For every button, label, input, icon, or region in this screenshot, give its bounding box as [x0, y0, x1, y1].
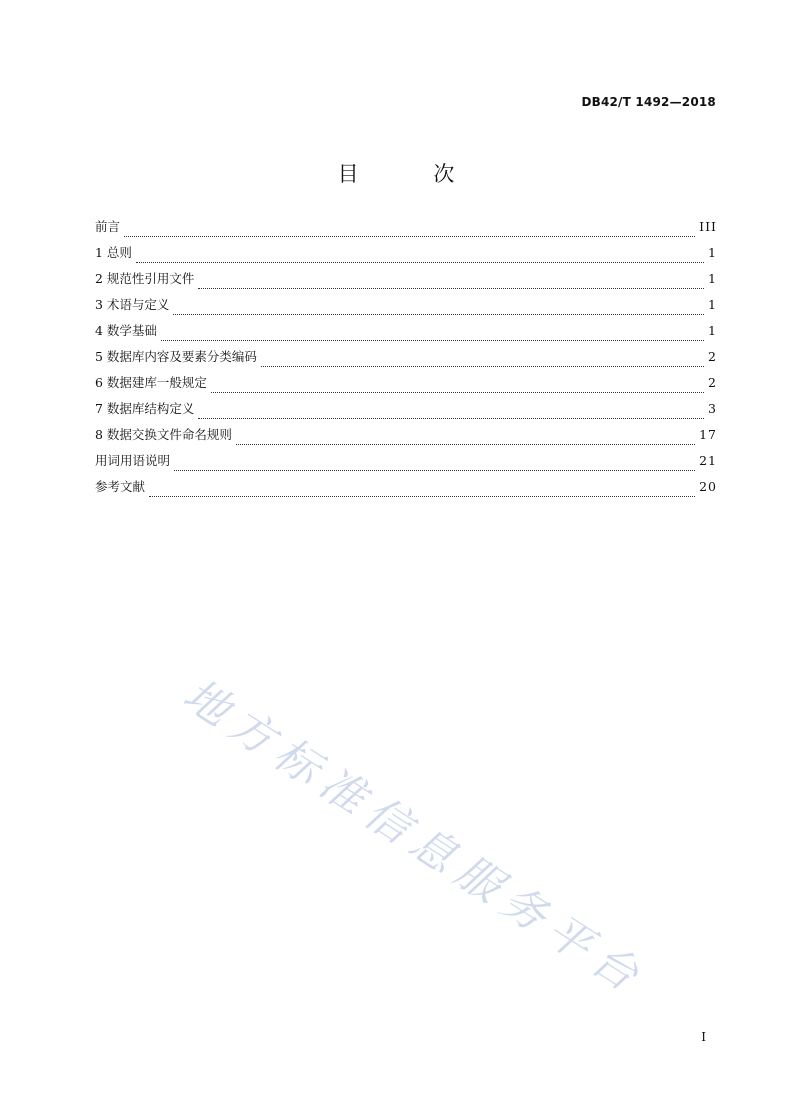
- toc-entry-page: 1: [708, 323, 717, 338]
- toc-leader-dots: [136, 250, 704, 263]
- toc-entry[interactable]: [95, 452, 717, 478]
- toc-entry-label: 前言: [95, 219, 121, 234]
- toc-leader-dots: [174, 458, 695, 471]
- toc-title: 目 次: [337, 162, 489, 186]
- toc-entry[interactable]: [95, 322, 717, 348]
- page-number: I: [701, 1030, 706, 1044]
- toc-entry[interactable]: [95, 400, 717, 426]
- toc-entry[interactable]: [95, 374, 717, 400]
- toc-leader-dots: [124, 224, 695, 237]
- toc-entry-page: 17: [699, 427, 717, 442]
- toc-leader-dots: [236, 432, 695, 445]
- toc-entry[interactable]: [95, 218, 717, 244]
- toc-entry-label: 8 数据交换文件命名规则: [95, 427, 232, 442]
- toc-entry-page: 1: [708, 297, 717, 312]
- toc-entry[interactable]: [95, 348, 717, 374]
- toc-entry-page: 20: [699, 479, 717, 494]
- toc-leader-dots: [149, 484, 695, 497]
- toc-entry-page: 1: [708, 245, 717, 260]
- toc-leader-dots: [261, 354, 704, 367]
- toc-entry-label: 参考文献: [95, 479, 146, 494]
- toc-entry-label: 1 总则: [95, 245, 132, 260]
- toc-leader-dots: [211, 380, 704, 393]
- toc-entry-page: 21: [699, 453, 717, 468]
- toc-entry[interactable]: [95, 270, 717, 296]
- table-of-contents: [95, 218, 717, 504]
- toc-entry[interactable]: [95, 244, 717, 270]
- toc-entry-label: 用词用语说明: [95, 453, 171, 468]
- toc-entry-page: III: [699, 219, 717, 234]
- toc-entry-label: 6 数据建库一般规定: [95, 375, 207, 390]
- document-code: DB42/T 1492—2018: [581, 95, 716, 109]
- toc-entry-label: 3 术语与定义: [95, 297, 170, 312]
- toc-leader-dots: [161, 328, 704, 341]
- toc-entry-label: 7 数据库结构定义: [95, 401, 195, 416]
- toc-entry-page: 2: [708, 349, 717, 364]
- toc-entry[interactable]: [95, 478, 717, 504]
- toc-leader-dots: [198, 406, 704, 419]
- toc-entry[interactable]: [95, 426, 717, 452]
- toc-entry-page: 3: [708, 401, 717, 416]
- toc-leader-dots: [173, 302, 704, 315]
- toc-entry-label: 2 规范性引用文件: [95, 271, 195, 286]
- toc-entry-page: 2: [708, 375, 717, 390]
- toc-entry-label: 5 数据库内容及要素分类编码: [95, 349, 257, 364]
- toc-entry-label: 4 数学基础: [95, 323, 157, 338]
- toc-leader-dots: [198, 276, 704, 289]
- toc-entry-page: 1: [708, 271, 717, 286]
- toc-entry[interactable]: [95, 296, 717, 322]
- watermark: 地方标准信息服务平台: [174, 669, 655, 1007]
